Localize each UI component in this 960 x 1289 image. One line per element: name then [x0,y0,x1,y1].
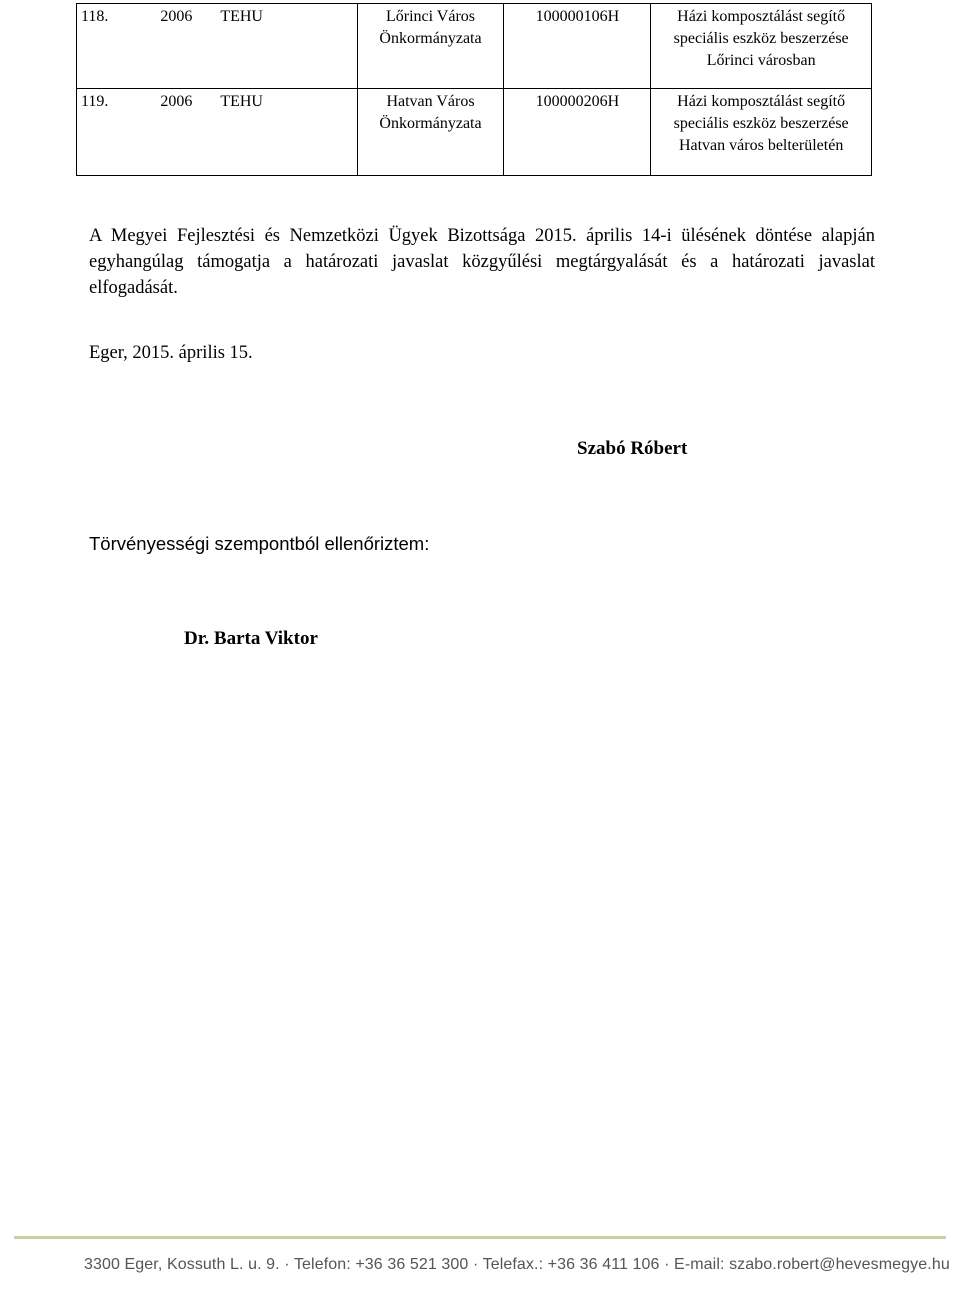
grants-table [76,3,872,176]
desc-line: Házi komposztálást segítő [677,8,846,25]
row-organization [357,4,504,89]
table-row [77,4,872,89]
place-date: Eger, 2015. április 15. [89,343,253,363]
row-number: 119. [77,89,157,176]
org-line: Önkormányzata [379,30,482,47]
org-line: Önkormányzata [379,115,482,132]
footer-address: 3300 Eger, Kossuth L. u. 9. · Telefon: +36 36 521 300 · Telefax.: +36 36 411 106 · E-mail: szabo.robert@hevesmegye.hu [84,1256,950,1273]
desc-line: speciális eszköz beszerzése [673,30,849,47]
decision-paragraph: A Megyei Fejlesztési és Nemzetközi Ügyek Bizottsága 2015. április 14-i ülésének döntése alapján egyhangúlag támogatja a határozati javaslat közgyűlési megtárgyalását és a határozati javaslat elfogadását. [89,226,875,298]
footer-divider [14,1236,946,1239]
row-number: 118. [77,4,157,89]
row-description [651,4,872,89]
org-line: Hatvan Város [386,93,475,110]
legal-signer-name: Dr. Barta Viktor [184,628,318,649]
row-program: TEHU [216,89,357,176]
org-line: Lőrinci Város [386,8,476,25]
desc-line: Lőrinci városban [706,52,816,69]
desc-line: speciális eszköz beszerzése [673,115,849,132]
row-description [651,89,872,176]
row-year: 2006 [156,89,216,176]
signer-name: Szabó Róbert [577,438,688,459]
desc-line: Hatvan város belterületén [678,137,844,154]
row-code: 100000206H [504,89,651,176]
table-row [77,89,872,176]
row-organization [357,89,504,176]
desc-line: Házi komposztálást segítő [677,93,846,110]
row-program: TEHU [216,4,357,89]
legal-check-label: Törvényességi szempontból ellenőriztem: [89,533,430,554]
row-code: 100000106H [504,4,651,89]
row-year: 2006 [156,4,216,89]
